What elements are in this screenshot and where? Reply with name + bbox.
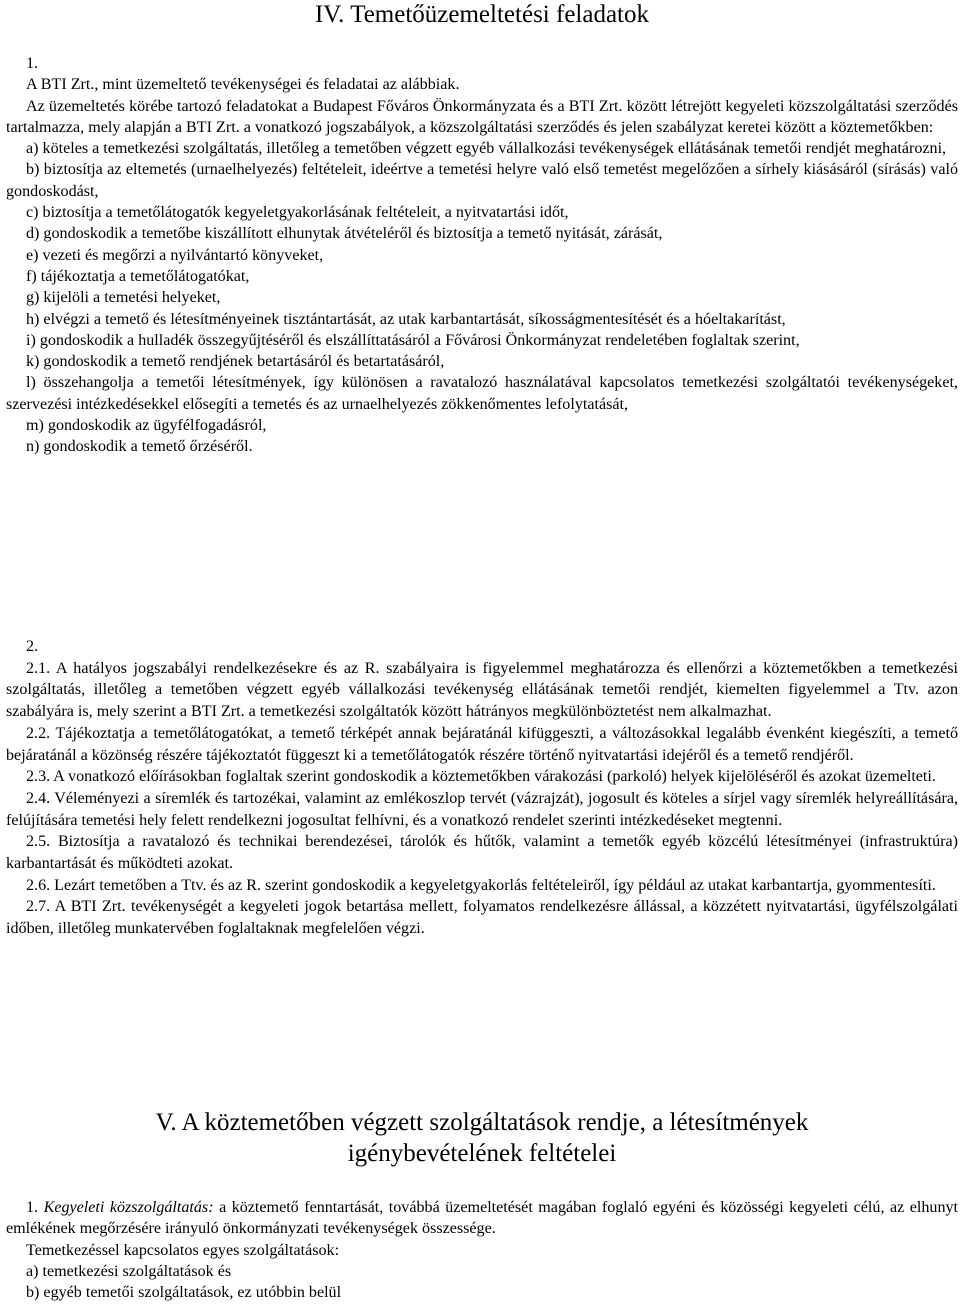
section-v-body — [6, 1197, 958, 1303]
defined-term: Kegyeleti közszolgáltatás: — [43, 1199, 214, 1216]
list-item: c) biztosítja a temetőlátogatók kegyeletgyakorlásának feltételeit, a nyitvatartási időt, — [26, 204, 569, 222]
section-iv-title: IV. Temetőüzemeltetési feladatok — [314, 1, 649, 28]
numbered-paragraph: 2.3. A vonatkozó előírásokban foglaltak szerint gondoskodik a köztemetőkben várakozási (parkoló) helyek kijelöléséről és azokat üzemelteti. — [26, 768, 936, 786]
list-item: b) biztosítja az eltemetés (urnaelhelyezés) feltételeit, ideértve a temetési helyre való első temetést megelőzően a sírhely kiásásáról (sírásás) való gondoskodást, — [6, 161, 958, 200]
section-number: 2. — [26, 638, 39, 655]
numbered-paragraph: 2.2. Tájékoztatja a temetőlátogatókat, a temető térképét annak bejáratánál kifüggeszti, a változásokkal legalább évenként kiegészíti, a temető bejáratánál a közönség részére tájékoztatót függeszt ki a temetőlátogatók részére történő nyitvatartási idejéről és a temető rendjéről. — [6, 724, 958, 764]
document-page — [6, 0, 958, 1315]
section-iv-2 — [6, 636, 958, 940]
list-item: a) köteles a temetkezési szolgáltatás, illetőleg a temetőben végzett egyéb vállalkozási tevékenységek ellátásának temetői rendjét meghatározni, — [26, 140, 947, 158]
services-intro: Temetkezéssel kapcsolatos egyes szolgáltatások: — [26, 1241, 340, 1259]
section-v-title — [6, 1107, 958, 1169]
definition-paragraph — [6, 1197, 958, 1240]
list-item: g) kijelöli a temetési helyeket, — [26, 289, 221, 307]
paragraph: A BTI Zrt., mint üzemeltető tevékenységei és feladatai az alábbiak. — [26, 76, 460, 94]
list-item: h) elvégzi a temető és létesítményeinek tisztántartását, az utak karbantartását, síkosságmentesítését és a hóeltakarítást, — [26, 310, 786, 328]
list-item: m) gondoskodik az ügyfélfogadásról, — [26, 417, 267, 435]
list-item: a) temetkezési szolgáltatások és — [26, 1262, 232, 1280]
definition-text: a köztemető fenntartását, továbbá üzemeltetését magában foglaló egyéni és közösségi kegyeleti célú, az elhunyt emlékének megőrzésére irányuló önkormányzati tevékenységek összessége. — [6, 1199, 959, 1238]
numbered-paragraph: 2.6. Lezárt temetőben a Ttv. és az R. szerint gondoskodik a kegyeletgyakorlás feltételeiről, így például az utakat karbantartja, gyommentesíti. — [26, 876, 936, 894]
list-item: l) összehangolja a temetői létesítmények, így különösen a ravatalozó használatával kapcsolatos temetkezési szolgáltatói tevékenységeket, szervezési intézkedésekkel elősegíti a temetés és az urnaelhelyezés zökkenőmentes lefolytatását, — [6, 374, 958, 413]
paragraph: Az üzemeltetés körébe tartozó feladatokat a Budapest Főváros Önkormányzata és a BTI Zrt. között létrejött kegyeleti közszolgáltatási szerződés tartalmazza, mely alapján a BTI Zrt. a vonatkozó jogszabályok, a közszolgáltatási szerződés és jelen szabályzat keretei között a köztemetőkben: — [6, 97, 958, 136]
list-item: n) gondoskodik a temető őrzéséről. — [26, 438, 253, 456]
list-item: e) vezeti és megőrzi a nyilvántartó könyveket, — [26, 246, 324, 264]
numbered-paragraph: 2.4. Véleményezi a síremlék és tartozékai, valamint az emlékoszlop tervét (vázrajzát), jogosult és köteles a sírjel vagy síremlék helyreállítására, felújítására temetési hely felett rendelkezni jogosultat felhívni, és a vonatkozó rendelet szerinti intézkedéseket megtenni. — [6, 789, 958, 829]
section-iv-1 — [6, 53, 958, 458]
list-item: i) gondoskodik a hulladék összegyűjtéséről és elszállíttatásáról a Fővárosi Önkormányzat rendeletében foglaltak szerint, — [26, 331, 800, 349]
numbered-paragraph: 2.1. A hatályos jogszabályi rendelkezésekre és az R. szabályaira is figyelemmel meghatározza és ellenőrzi a köztemetőkben a temetkezési szolgáltatás, illetőleg a temetőben végzett egyéb vállalkozási tevékenység ellátásának temetői rendjét, kiemelten figyelemmel a Ttv. azon szabályára is, mely szerint a BTI Zrt. a temetkezési szolgáltatók között hátrányos megkülönböztetést nem alkalmazhat. — [6, 659, 958, 721]
list-item: k) gondoskodik a temető rendjének betartásáról és betartatásáról, — [26, 353, 445, 371]
section-v-title-line-1: V. A köztemetőben végzett szolgáltatások rendje, a létesítmények — [155, 1109, 809, 1136]
numbered-paragraph: 2.7. A BTI Zrt. tevékenységét a kegyeleti jogok betartása mellett, folyamatos rendelkezésre állással, a közzétett nyitvatartási, ügyfélszolgálati időben, illetőleg munkatervében foglaltaknak megfelelően végzi. — [6, 898, 958, 938]
paragraph-number: 1. — [26, 1199, 39, 1216]
list-item: d) gondoskodik a temetőbe kiszállított elhunytak átvételéről és biztosítja a temető nyitását, zárását, — [26, 225, 663, 243]
section-v-title-line-2: igénybevételének feltételei — [347, 1140, 617, 1167]
section-number: 1. — [26, 55, 39, 72]
list-item: f) tájékoztatja a temetőlátogatókat, — [26, 267, 250, 285]
numbered-paragraph: 2.5. Biztosítja a ravatalozó és technikai berendezései, tárolók és hűtők, valamint a temetők egyéb közcélú létesítményei (infrastruktúra) karbantartását és működteti azokat. — [6, 833, 958, 873]
list-item: b) egyéb temetői szolgáltatások, ez utóbbin belül — [26, 1284, 342, 1302]
